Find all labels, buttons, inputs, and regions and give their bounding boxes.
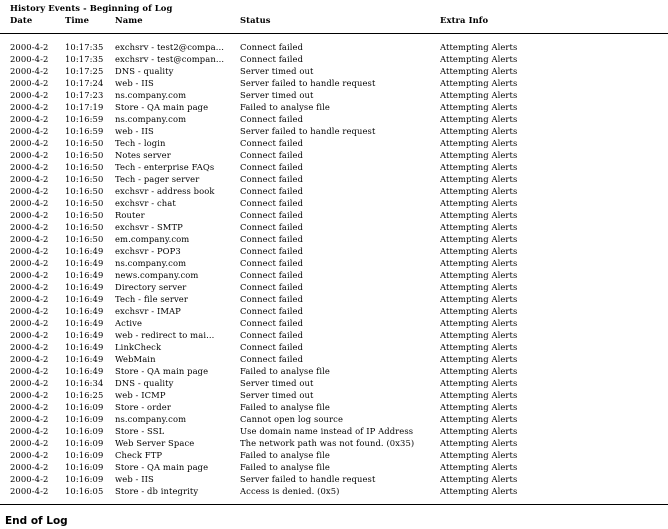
cell-extra-info: Attempting Alerts <box>440 318 518 328</box>
cell-time: 10:17:25 <box>65 66 104 76</box>
cell-status: Connect failed <box>240 330 304 340</box>
cell-name: Active <box>115 318 143 328</box>
cell-name: exchsvr - SMTP <box>115 222 183 232</box>
cell-extra-info: Attempting Alerts <box>440 114 518 124</box>
log-row <box>10 101 660 113</box>
log-row <box>10 233 660 245</box>
cell-time: 10:16:49 <box>65 342 104 352</box>
cell-status: Failed to analyse file <box>240 366 330 376</box>
cell-name: Notes server <box>115 150 171 160</box>
cell-status: Connect failed <box>240 306 304 316</box>
cell-extra-info: Attempting Alerts <box>440 150 518 160</box>
cell-name: ns.company.com <box>115 414 187 424</box>
cell-time: 10:16:49 <box>65 282 104 292</box>
cell-time: 10:16:34 <box>65 378 104 388</box>
cell-status: Server failed to handle request <box>240 126 376 136</box>
cell-status: Connect failed <box>240 294 304 304</box>
cell-time: 10:17:35 <box>65 54 104 64</box>
log-row <box>10 41 660 53</box>
cell-status: Server timed out <box>240 390 314 400</box>
cell-status: Server timed out <box>240 378 314 388</box>
log-row <box>10 137 660 149</box>
cell-name: exchsvr - address book <box>115 186 215 196</box>
cell-status: Connect failed <box>240 234 304 244</box>
cell-time: 10:16:59 <box>65 114 104 124</box>
cell-name: Store - order <box>115 402 171 412</box>
cell-status: Connect failed <box>240 162 304 172</box>
cell-extra-info: Attempting Alerts <box>440 390 518 400</box>
cell-status: Connect failed <box>240 354 304 364</box>
cell-name: Store - SSL <box>115 426 165 436</box>
cell-extra-info: Attempting Alerts <box>440 90 518 100</box>
cell-time: 10:17:19 <box>65 102 104 112</box>
cell-time: 10:16:50 <box>65 234 104 244</box>
cell-status: Connect failed <box>240 54 304 64</box>
cell-status: Connect failed <box>240 198 304 208</box>
log-row <box>10 437 660 449</box>
cell-date: 2000-4-2 <box>10 438 49 448</box>
cell-time: 10:16:50 <box>65 162 104 172</box>
cell-date: 2000-4-2 <box>10 138 49 148</box>
cell-name: LinkCheck <box>115 342 162 352</box>
cell-time: 10:16:09 <box>65 438 104 448</box>
cell-date: 2000-4-2 <box>10 462 49 472</box>
cell-time: 10:16:50 <box>65 198 104 208</box>
cell-time: 10:16:50 <box>65 186 104 196</box>
cell-date: 2000-4-2 <box>10 390 49 400</box>
cell-status: Connect failed <box>240 150 304 160</box>
cell-date: 2000-4-2 <box>10 246 49 256</box>
cell-status: Connect failed <box>240 42 304 52</box>
column-header-name: Name <box>115 15 143 25</box>
cell-time: 10:17:23 <box>65 90 104 100</box>
column-header-status: Status <box>240 15 271 25</box>
column-header-extra-info: Extra Info <box>440 15 489 25</box>
cell-date: 2000-4-2 <box>10 198 49 208</box>
cell-time: 10:16:09 <box>65 474 104 484</box>
cell-extra-info: Attempting Alerts <box>440 42 518 52</box>
cell-status: Connect failed <box>240 270 304 280</box>
cell-extra-info: Attempting Alerts <box>440 342 518 352</box>
cell-status: Connect failed <box>240 246 304 256</box>
cell-time: 10:16:25 <box>65 390 104 400</box>
cell-name: ns.company.com <box>115 114 187 124</box>
cell-time: 10:16:49 <box>65 246 104 256</box>
cell-extra-info: Attempting Alerts <box>440 414 518 424</box>
log-row <box>10 209 660 221</box>
log-row <box>10 449 660 461</box>
log-row <box>10 305 660 317</box>
cell-extra-info: Attempting Alerts <box>440 246 518 256</box>
cell-name: Store - db integrity <box>115 486 199 496</box>
log-row <box>10 425 660 437</box>
log-row <box>10 269 660 281</box>
cell-status: Connect failed <box>240 282 304 292</box>
cell-extra-info: Attempting Alerts <box>440 102 518 112</box>
cell-extra-info: Attempting Alerts <box>440 450 518 460</box>
log-row <box>10 185 660 197</box>
cell-extra-info: Attempting Alerts <box>440 282 518 292</box>
cell-date: 2000-4-2 <box>10 258 49 268</box>
cell-date: 2000-4-2 <box>10 114 49 124</box>
cell-date: 2000-4-2 <box>10 150 49 160</box>
cell-status: Cannot open log source <box>240 414 344 424</box>
cell-date: 2000-4-2 <box>10 474 49 484</box>
cell-status: Connect failed <box>240 258 304 268</box>
log-row <box>10 77 660 89</box>
cell-status: Connect failed <box>240 318 304 328</box>
cell-extra-info: Attempting Alerts <box>440 78 518 88</box>
cell-name: Directory server <box>115 282 187 292</box>
cell-extra-info: Attempting Alerts <box>440 474 518 484</box>
cell-date: 2000-4-2 <box>10 270 49 280</box>
cell-date: 2000-4-2 <box>10 234 49 244</box>
cell-time: 10:16:50 <box>65 138 104 148</box>
cell-extra-info: Attempting Alerts <box>440 54 518 64</box>
cell-status: Server timed out <box>240 90 314 100</box>
log-row <box>10 485 660 497</box>
cell-time: 10:16:49 <box>65 330 104 340</box>
cell-time: 10:17:35 <box>65 42 104 52</box>
log-row <box>10 53 660 65</box>
cell-status: Connect failed <box>240 186 304 196</box>
cell-date: 2000-4-2 <box>10 378 49 388</box>
cell-status: The network path was not found. (0x35) <box>240 438 415 448</box>
cell-name: Check FTP <box>115 450 163 460</box>
cell-name: Tech - enterprise FAQs <box>115 162 215 172</box>
column-header-time: Time <box>65 15 90 25</box>
cell-status: Connect failed <box>240 210 304 220</box>
log-row <box>10 473 660 485</box>
cell-extra-info: Attempting Alerts <box>440 186 518 196</box>
cell-time: 10:16:50 <box>65 210 104 220</box>
log-row <box>10 317 660 329</box>
cell-extra-info: Attempting Alerts <box>440 486 518 496</box>
cell-time: 10:16:59 <box>65 126 104 136</box>
cell-extra-info: Attempting Alerts <box>440 222 518 232</box>
cell-extra-info: Attempting Alerts <box>440 354 518 364</box>
cell-date: 2000-4-2 <box>10 126 49 136</box>
cell-name: exchsrv - test@compan... <box>115 54 225 64</box>
log-row <box>10 329 660 341</box>
cell-name: exchsvr - POP3 <box>115 246 181 256</box>
log-row <box>10 461 660 473</box>
column-header-date: Date <box>10 15 33 25</box>
cell-extra-info: Attempting Alerts <box>440 234 518 244</box>
cell-extra-info: Attempting Alerts <box>440 294 518 304</box>
cell-extra-info: Attempting Alerts <box>440 438 518 448</box>
cell-name: web - ICMP <box>115 390 166 400</box>
cell-date: 2000-4-2 <box>10 342 49 352</box>
cell-status: Failed to analyse file <box>240 402 330 412</box>
cell-extra-info: Attempting Alerts <box>440 138 518 148</box>
cell-extra-info: Attempting Alerts <box>440 270 518 280</box>
cell-name: exchsrv - test2@compa... <box>115 42 225 52</box>
cell-name: Router <box>115 210 145 220</box>
cell-name: Tech - login <box>115 138 166 148</box>
cell-extra-info: Attempting Alerts <box>440 366 518 376</box>
log-row <box>10 245 660 257</box>
cell-extra-info: Attempting Alerts <box>440 330 518 340</box>
cell-status: Failed to analyse file <box>240 450 330 460</box>
cell-date: 2000-4-2 <box>10 174 49 184</box>
cell-extra-info: Attempting Alerts <box>440 126 518 136</box>
cell-date: 2000-4-2 <box>10 78 49 88</box>
cell-date: 2000-4-2 <box>10 90 49 100</box>
cell-time: 10:16:49 <box>65 318 104 328</box>
log-row <box>10 365 660 377</box>
cell-date: 2000-4-2 <box>10 414 49 424</box>
cell-name: WebMain <box>115 354 156 364</box>
cell-date: 2000-4-2 <box>10 162 49 172</box>
cell-name: Tech - file server <box>115 294 188 304</box>
cell-time: 10:16:50 <box>65 150 104 160</box>
cell-name: DNS - quality <box>115 66 174 76</box>
cell-status: Failed to analyse file <box>240 102 330 112</box>
log-row <box>10 65 660 77</box>
cell-name: exchsvr - IMAP <box>115 306 181 316</box>
log-row <box>10 341 660 353</box>
cell-time: 10:16:50 <box>65 222 104 232</box>
cell-extra-info: Attempting Alerts <box>440 162 518 172</box>
cell-date: 2000-4-2 <box>10 282 49 292</box>
cell-name: news.company.com <box>115 270 199 280</box>
cell-extra-info: Attempting Alerts <box>440 402 518 412</box>
cell-date: 2000-4-2 <box>10 330 49 340</box>
log-row <box>10 293 660 305</box>
cell-extra-info: Attempting Alerts <box>440 174 518 184</box>
cell-status: Server failed to handle request <box>240 474 376 484</box>
cell-name: web - IIS <box>115 78 154 88</box>
cell-date: 2000-4-2 <box>10 66 49 76</box>
header-divider <box>0 33 668 34</box>
log-row <box>10 257 660 269</box>
cell-status: Use domain name instead of IP Address <box>240 426 414 436</box>
log-row <box>10 401 660 413</box>
cell-status: Access is denied. (0x5) <box>240 486 340 496</box>
log-row <box>10 389 660 401</box>
cell-time: 10:16:49 <box>65 366 104 376</box>
cell-status: Connect failed <box>240 114 304 124</box>
cell-status: Server failed to handle request <box>240 78 376 88</box>
cell-name: ns.company.com <box>115 90 187 100</box>
log-row <box>10 149 660 161</box>
cell-status: Connect failed <box>240 222 304 232</box>
cell-name: exchsvr - chat <box>115 198 176 208</box>
log-row <box>10 173 660 185</box>
cell-date: 2000-4-2 <box>10 222 49 232</box>
cell-time: 10:16:09 <box>65 426 104 436</box>
cell-time: 10:16:09 <box>65 402 104 412</box>
log-row <box>10 353 660 365</box>
cell-date: 2000-4-2 <box>10 318 49 328</box>
cell-extra-info: Attempting Alerts <box>440 258 518 268</box>
column-header-row <box>10 14 660 26</box>
cell-name: Store - QA main page <box>115 366 209 376</box>
cell-time: 10:16:05 <box>65 486 104 496</box>
cell-status: Connect failed <box>240 138 304 148</box>
cell-name: web - redirect to mai... <box>115 330 215 340</box>
cell-status: Server timed out <box>240 66 314 76</box>
cell-time: 10:16:49 <box>65 354 104 364</box>
footer-divider <box>0 504 668 505</box>
cell-date: 2000-4-2 <box>10 402 49 412</box>
report-title: History Events - Beginning of Log <box>10 3 173 13</box>
cell-date: 2000-4-2 <box>10 102 49 112</box>
cell-name: web - IIS <box>115 474 154 484</box>
report-footer: End of Log <box>5 515 68 527</box>
cell-time: 10:17:24 <box>65 78 104 88</box>
cell-date: 2000-4-2 <box>10 306 49 316</box>
cell-date: 2000-4-2 <box>10 366 49 376</box>
cell-time: 10:16:09 <box>65 462 104 472</box>
log-row <box>10 125 660 137</box>
cell-extra-info: Attempting Alerts <box>440 378 518 388</box>
log-row <box>10 413 660 425</box>
cell-time: 10:16:09 <box>65 414 104 424</box>
cell-time: 10:16:49 <box>65 306 104 316</box>
cell-date: 2000-4-2 <box>10 354 49 364</box>
cell-status: Connect failed <box>240 342 304 352</box>
cell-time: 10:16:09 <box>65 450 104 460</box>
cell-date: 2000-4-2 <box>10 186 49 196</box>
cell-extra-info: Attempting Alerts <box>440 306 518 316</box>
cell-time: 10:16:49 <box>65 270 104 280</box>
log-row <box>10 281 660 293</box>
log-row <box>10 161 660 173</box>
cell-name: ns.company.com <box>115 258 187 268</box>
cell-date: 2000-4-2 <box>10 486 49 496</box>
cell-time: 10:16:49 <box>65 258 104 268</box>
cell-date: 2000-4-2 <box>10 294 49 304</box>
cell-name: web - IIS <box>115 126 154 136</box>
cell-date: 2000-4-2 <box>10 450 49 460</box>
log-row <box>10 221 660 233</box>
cell-extra-info: Attempting Alerts <box>440 66 518 76</box>
cell-date: 2000-4-2 <box>10 426 49 436</box>
cell-status: Connect failed <box>240 174 304 184</box>
cell-time: 10:16:50 <box>65 174 104 184</box>
cell-name: DNS - quality <box>115 378 174 388</box>
log-row <box>10 377 660 389</box>
log-row <box>10 113 660 125</box>
cell-name: Store - QA main page <box>115 102 209 112</box>
cell-extra-info: Attempting Alerts <box>440 198 518 208</box>
cell-status: Failed to analyse file <box>240 462 330 472</box>
cell-name: Web Server Space <box>115 438 195 448</box>
cell-date: 2000-4-2 <box>10 210 49 220</box>
cell-name: em.company.com <box>115 234 190 244</box>
cell-time: 10:16:49 <box>65 294 104 304</box>
log-row <box>10 197 660 209</box>
cell-date: 2000-4-2 <box>10 54 49 64</box>
cell-extra-info: Attempting Alerts <box>440 462 518 472</box>
cell-name: Tech - pager server <box>115 174 200 184</box>
cell-date: 2000-4-2 <box>10 42 49 52</box>
cell-extra-info: Attempting Alerts <box>440 210 518 220</box>
log-row <box>10 89 660 101</box>
cell-extra-info: Attempting Alerts <box>440 426 518 436</box>
cell-name: Store - QA main page <box>115 462 209 472</box>
